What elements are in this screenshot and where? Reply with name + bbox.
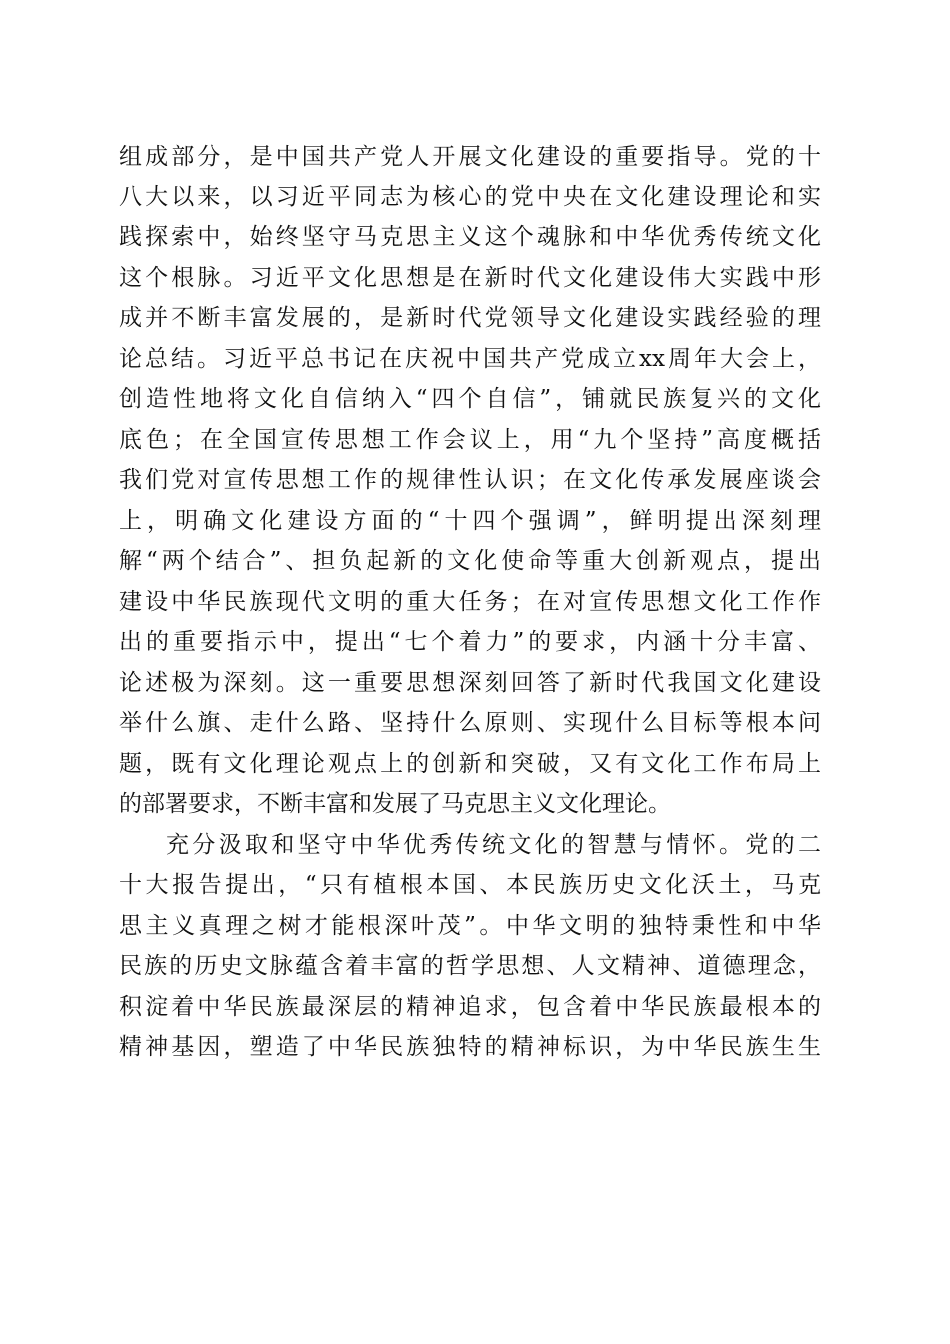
text-line: 八大以来，以习近平同志为核心的党中央在文化建设理论和实 [119, 184, 821, 210]
text-line: 底色；在全国宣传思想工作会议上，用“九个坚持”高度概括 [119, 427, 821, 453]
text-line: 论总结。习近平总书记在庆祝中国共产党成立xx周年大会上， [119, 346, 821, 372]
text-line: 组成部分，是中国共产党人开展文化建设的重要指导。党的十 [119, 144, 821, 170]
text-line: 民族的历史文脉蕴含着丰富的哲学思想、人文精神、道德理念， [119, 953, 821, 979]
text-line: 成并不断丰富发展的，是新时代党领导文化建设实践经验的理 [119, 305, 821, 331]
text-line: 精神基因，塑造了中华民族独特的精神标识，为中华民族生生 [119, 1034, 821, 1060]
text-line: 上，明确文化建设方面的“十四个强调”，鲜明提出深刻理 [119, 508, 821, 534]
text-line: 这个根脉。习近平文化思想是在新时代文化建设伟大实践中形 [119, 265, 821, 291]
text-line: 论述极为深刻。这一重要思想深刻回答了新时代我国文化建设 [119, 670, 821, 696]
text-line: 思主义真理之树才能根深叶茂”。中华文明的独特秉性和中华 [119, 913, 821, 939]
text-line: 践探索中，始终坚守马克思主义这个魂脉和中华优秀传统文化 [119, 224, 821, 250]
text-line: 出的重要指示中，提出“七个着力”的要求，内涵十分丰富、 [119, 629, 821, 655]
text-line: 创造性地将文化自信纳入“四个自信”，铺就民族复兴的文化 [119, 386, 821, 412]
text-line: 积淀着中华民族最深层的精神追求，包含着中华民族最根本的 [119, 994, 821, 1020]
text-line: 举什么旗、走什么路、坚持什么原则、实现什么目标等根本问 [119, 710, 821, 736]
text-line: 题，既有文化理论观点上的创新和突破，又有文化工作布局上 [119, 751, 821, 777]
text-line: 十大报告提出，“只有植根本国、本民族历史文化沃土，马克 [119, 872, 821, 898]
text-line: 我们党对宣传思想工作的规律性认识；在文化传承发展座谈会 [119, 467, 821, 493]
text-line-paragraph-start: 充分汲取和坚守中华优秀传统文化的智慧与情怀。党的二 [166, 832, 821, 858]
text-line: 解“两个结合”、担负起新的文化使命等重大创新观点，提出 [119, 548, 821, 574]
text-line: 建设中华民族现代文明的重大任务；在对宣传思想文化工作作 [119, 589, 821, 615]
text-line-paragraph-end: 的部署要求，不断丰富和发展了马克思主义文化理论。 [119, 791, 671, 817]
